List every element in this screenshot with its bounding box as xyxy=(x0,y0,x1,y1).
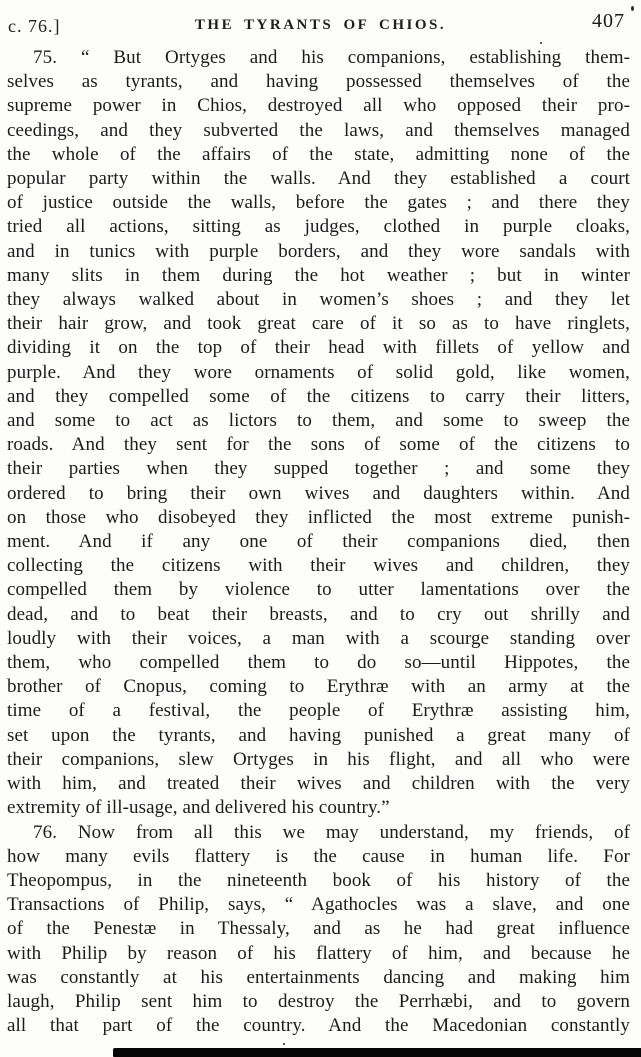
text-line: loudly with their voices, a man with a scourge standing over xyxy=(7,627,630,649)
page-body xyxy=(7,46,630,1038)
paragraph xyxy=(7,46,630,821)
text-line: and in tunics with purple borders, and they wore sandals with xyxy=(7,240,630,262)
text-line: with Philip by reason of his flattery of him, and because he xyxy=(7,942,630,964)
text-line: brother of Cnopus, coming to Erythræ with an army at the xyxy=(7,676,630,698)
page-number: 407 xyxy=(592,10,625,32)
text-line: selves as tyrants, and having possessed themselves of the xyxy=(7,71,630,93)
text-line: supreme power in Chios, destroyed all who opposed their pro- xyxy=(7,95,630,117)
text-line: roads. And they sent for the sons of some of the citizens to xyxy=(7,434,630,456)
chapter-marker: c. 76.] xyxy=(8,16,61,36)
text-line: time of a festival, the people of Erythræ assisting him, xyxy=(7,700,630,722)
text-line: 75. “ But Ortyges and his companions, establishing them- xyxy=(33,47,630,68)
text-line: compelled them by violence to utter lamentations over the xyxy=(7,579,630,601)
text-line: ceedings, and they subverted the laws, and themselves managed xyxy=(7,119,630,141)
text-line: popular party within the walls. And they established a court xyxy=(7,168,630,190)
text-line: extremity of ill-usage, and delivered his country.” xyxy=(7,797,390,819)
scan-edge-artifact xyxy=(113,1048,641,1057)
text-line: 76. Now from all this we may understand, my friends, of xyxy=(33,821,630,843)
text-line: they always walked about in women’s shoes ; and they let xyxy=(7,289,630,311)
text-line: the whole of the affairs of the state, admitting none of the xyxy=(7,143,630,165)
text-line: how many evils flattery is the cause in human life. For xyxy=(7,845,630,867)
text-line: many slits in them during the hot weather ; but in winter xyxy=(7,264,630,286)
text-line: Transactions of Philip, says, “ Agathocles was a slave, and one xyxy=(7,894,630,916)
scan-speck xyxy=(540,42,542,44)
page-title: THE TYRANTS OF CHIOS. xyxy=(194,17,447,33)
text-line: of the Penestæ in Thessaly, and as he had great influence xyxy=(7,918,630,940)
text-line: dividing it on the top of their head with fillets of yellow and xyxy=(7,337,630,359)
text-line: was constantly at his entertainments dancing and making him xyxy=(7,966,630,988)
text-line: set upon the tyrants, and having punished a great many of xyxy=(7,724,630,746)
text-line: of justice outside the walls, before the gates ; and there they xyxy=(7,192,630,214)
text-line: their hair grow, and took great care of it so as to have ringlets, xyxy=(7,313,630,335)
text-line: dead, and to beat their breasts, and to cry out shrilly and xyxy=(7,603,630,625)
text-line: collecting the citizens with their wives and children, they xyxy=(7,555,630,577)
text-line: their parties when they supped together ; and some they xyxy=(7,458,630,480)
text-line: ordered to bring their own wives and daughters within. And xyxy=(7,482,630,504)
text-line: ment. And if any one of their companions died, then xyxy=(7,531,630,553)
text-line: Theopompus, in the nineteenth book of his history of the xyxy=(7,869,630,891)
text-line: all that part of the country. And the Macedonian constantly xyxy=(7,1015,630,1037)
text-line: and they compelled some of the citizens to carry their litters, xyxy=(7,385,630,407)
text-line: laugh, Philip sent him to destroy the Perrhæbi, and to govern xyxy=(7,990,630,1012)
scan-speck xyxy=(283,1043,285,1045)
text-line: and some to act as lictors to them, and some to sweep the xyxy=(7,410,630,432)
text-line: on those who disobeyed they inflicted the most extreme punish- xyxy=(7,506,630,528)
text-line: purple. And they wore ornaments of solid gold, like women, xyxy=(7,361,630,383)
text-line: their companions, slew Ortyges in his flight, and all who were xyxy=(7,748,630,770)
text-line: tried all actions, sitting as judges, clothed in purple cloaks, xyxy=(7,216,630,238)
text-line: with him, and treated their wives and children with the very xyxy=(7,773,630,795)
running-head xyxy=(0,10,641,38)
text-line: them, who compelled them to do so—until Hippotes, the xyxy=(7,652,630,674)
scan-speck xyxy=(631,6,634,11)
paragraph xyxy=(7,821,630,1039)
